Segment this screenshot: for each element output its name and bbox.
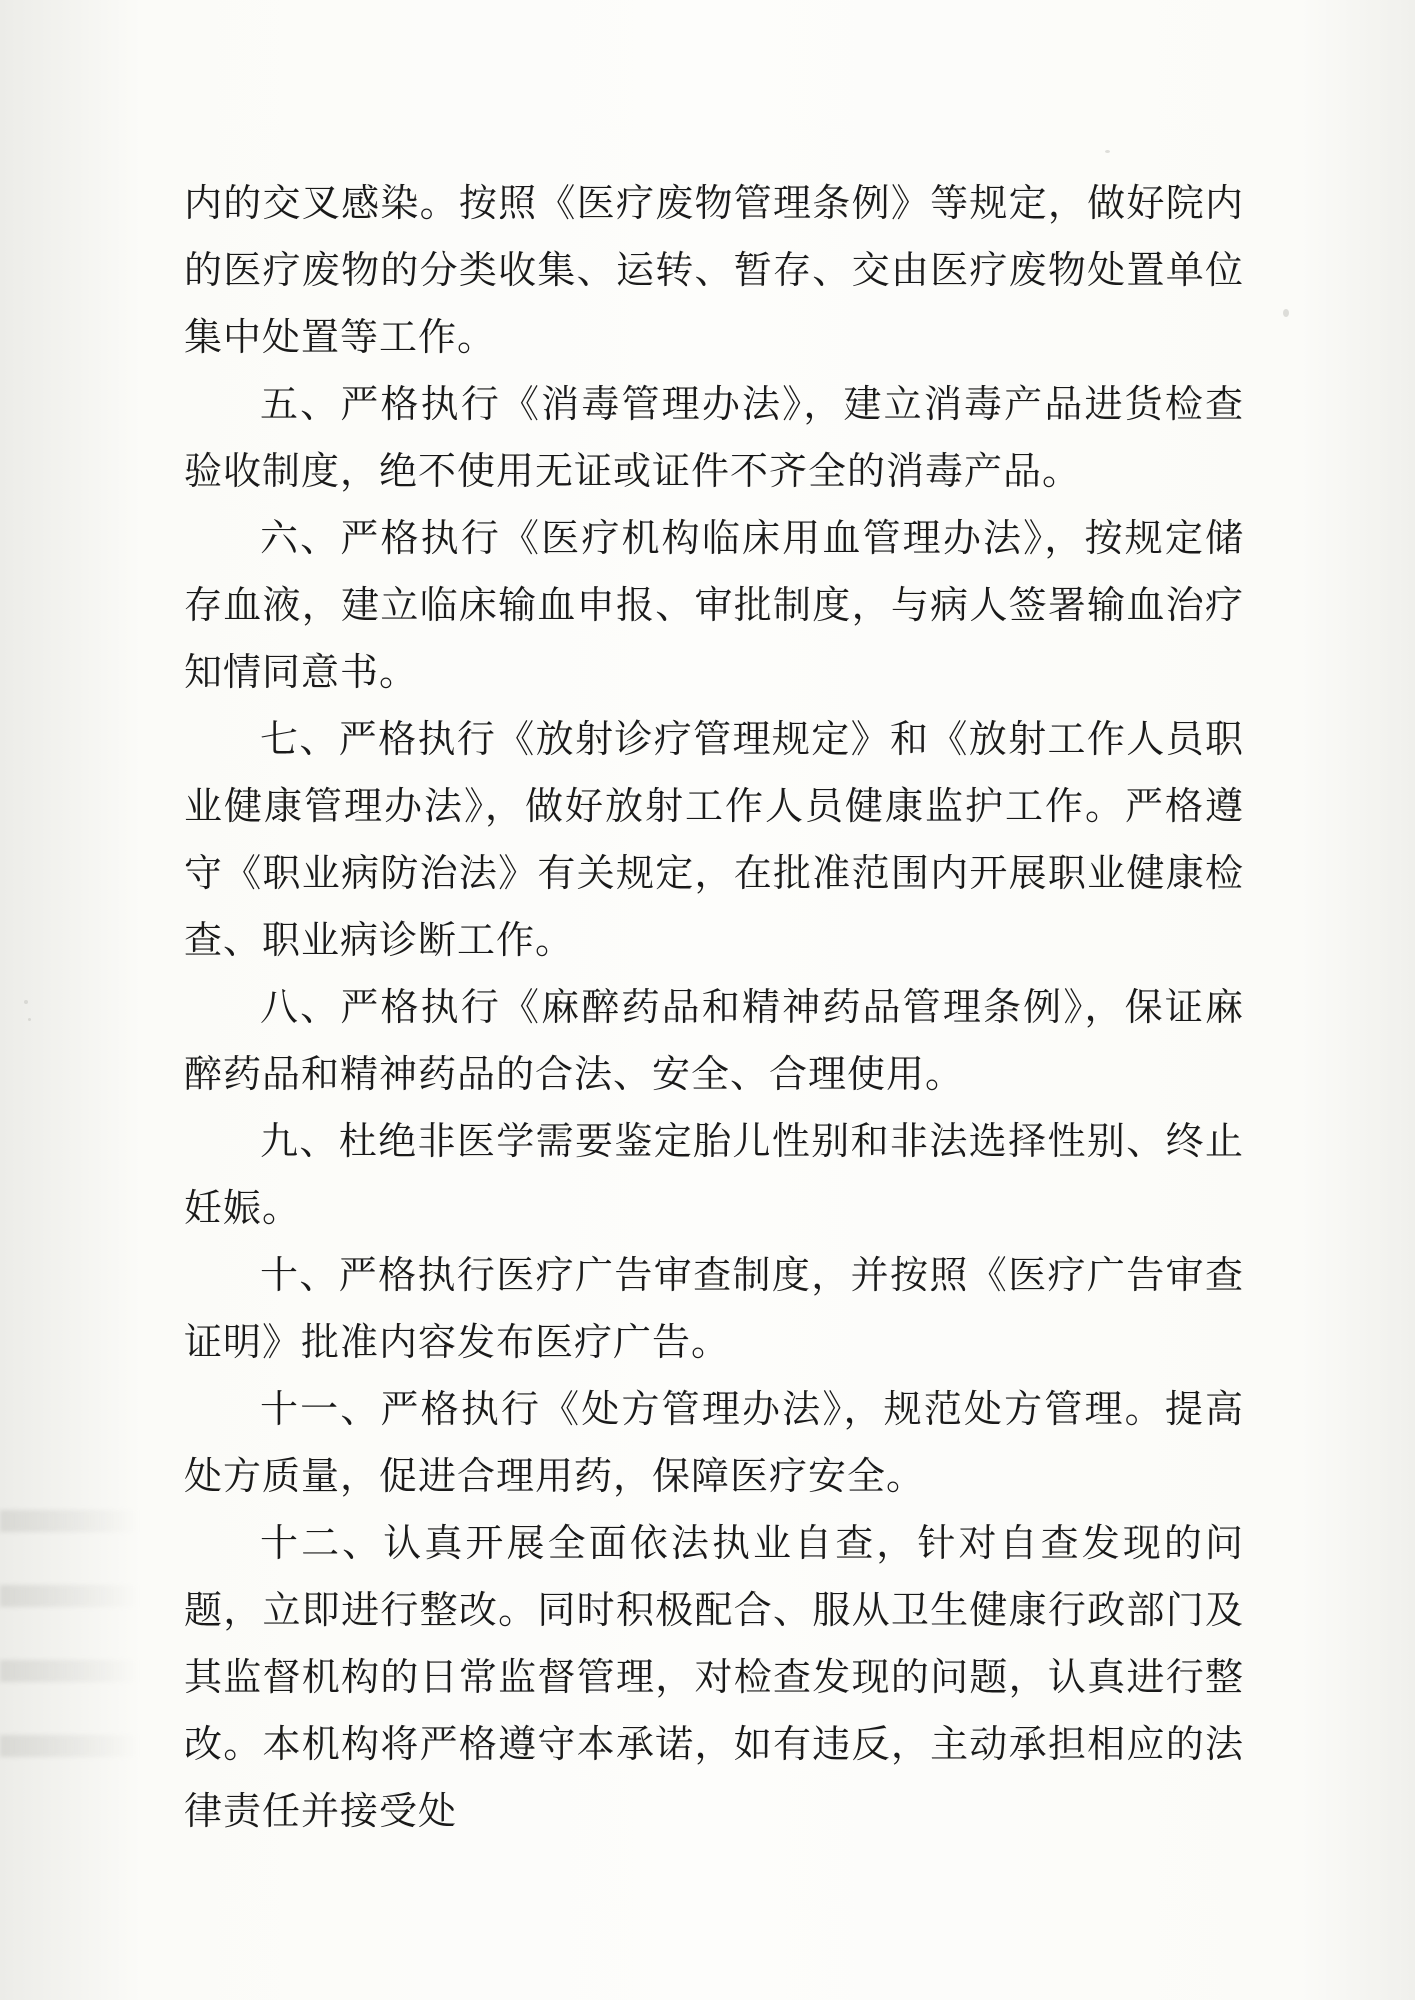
scan-speck — [24, 1000, 28, 1004]
paragraph-item-9: 九、杜绝非医学需要鉴定胎儿性别和非法选择性别、终止妊娠。 — [184, 1119, 1244, 1230]
document-body — [184, 170, 1244, 1845]
scan-bleed-mark — [0, 1660, 140, 1682]
scan-bleed-mark — [0, 1510, 140, 1532]
scan-speck — [28, 1018, 31, 1021]
scan-bleed-mark — [0, 1735, 140, 1757]
paragraph-item-7: 七、严格执行《放射诊疗管理规定》和《放射工作人员职业健康管理办法》，做好放射工作人员健康监护工作。严格遵守《职业病防治法》有关规定，在批准范围内开展职业健康检查、职业病诊断工作。 — [184, 717, 1244, 962]
paragraph-item-6: 六、严格执行《医疗机构临床用血管理办法》，按规定储存血液，建立临床输血申报、审批制度，与病人签署输血治疗知情同意书。 — [184, 516, 1244, 694]
paragraph-item-10: 十、严格执行医疗广告审查制度，并按照《医疗广告审查证明》批准内容发布医疗广告。 — [184, 1253, 1244, 1364]
paragraph-item-11: 十一、严格执行《处方管理办法》，规范处方管理。提高处方质量，促进合理用药，保障医疗安全。 — [184, 1387, 1244, 1498]
paragraph-item-5: 五、严格执行《消毒管理办法》，建立消毒产品进货检查验收制度，绝不使用无证或证件不齐全的消毒产品。 — [184, 382, 1244, 493]
scan-speck — [1283, 309, 1289, 317]
scan-speck — [1105, 150, 1110, 153]
paragraph-item-8: 八、严格执行《麻醉药品和精神药品管理条例》，保证麻醉药品和精神药品的合法、安全、合理使用。 — [184, 985, 1244, 1096]
paragraph-item-12: 十二、认真开展全面依法执业自查，针对自查发现的问题，立即进行整改。同时积极配合、服从卫生健康行政部门及其监督机构的日常监督管理，对检查发现的问题，认真进行整改。本机构将严格遵守本承诺，如有违反，主动承担相应的法律责任并接受处 — [184, 1521, 1244, 1833]
scan-bleed-mark — [0, 1585, 140, 1607]
paragraph-continuation: 内的交叉感染。按照《医疗废物管理条例》等规定，做好院内的医疗废物的分类收集、运转、暂存、交由医疗废物处置单位集中处置等工作。 — [184, 181, 1244, 359]
